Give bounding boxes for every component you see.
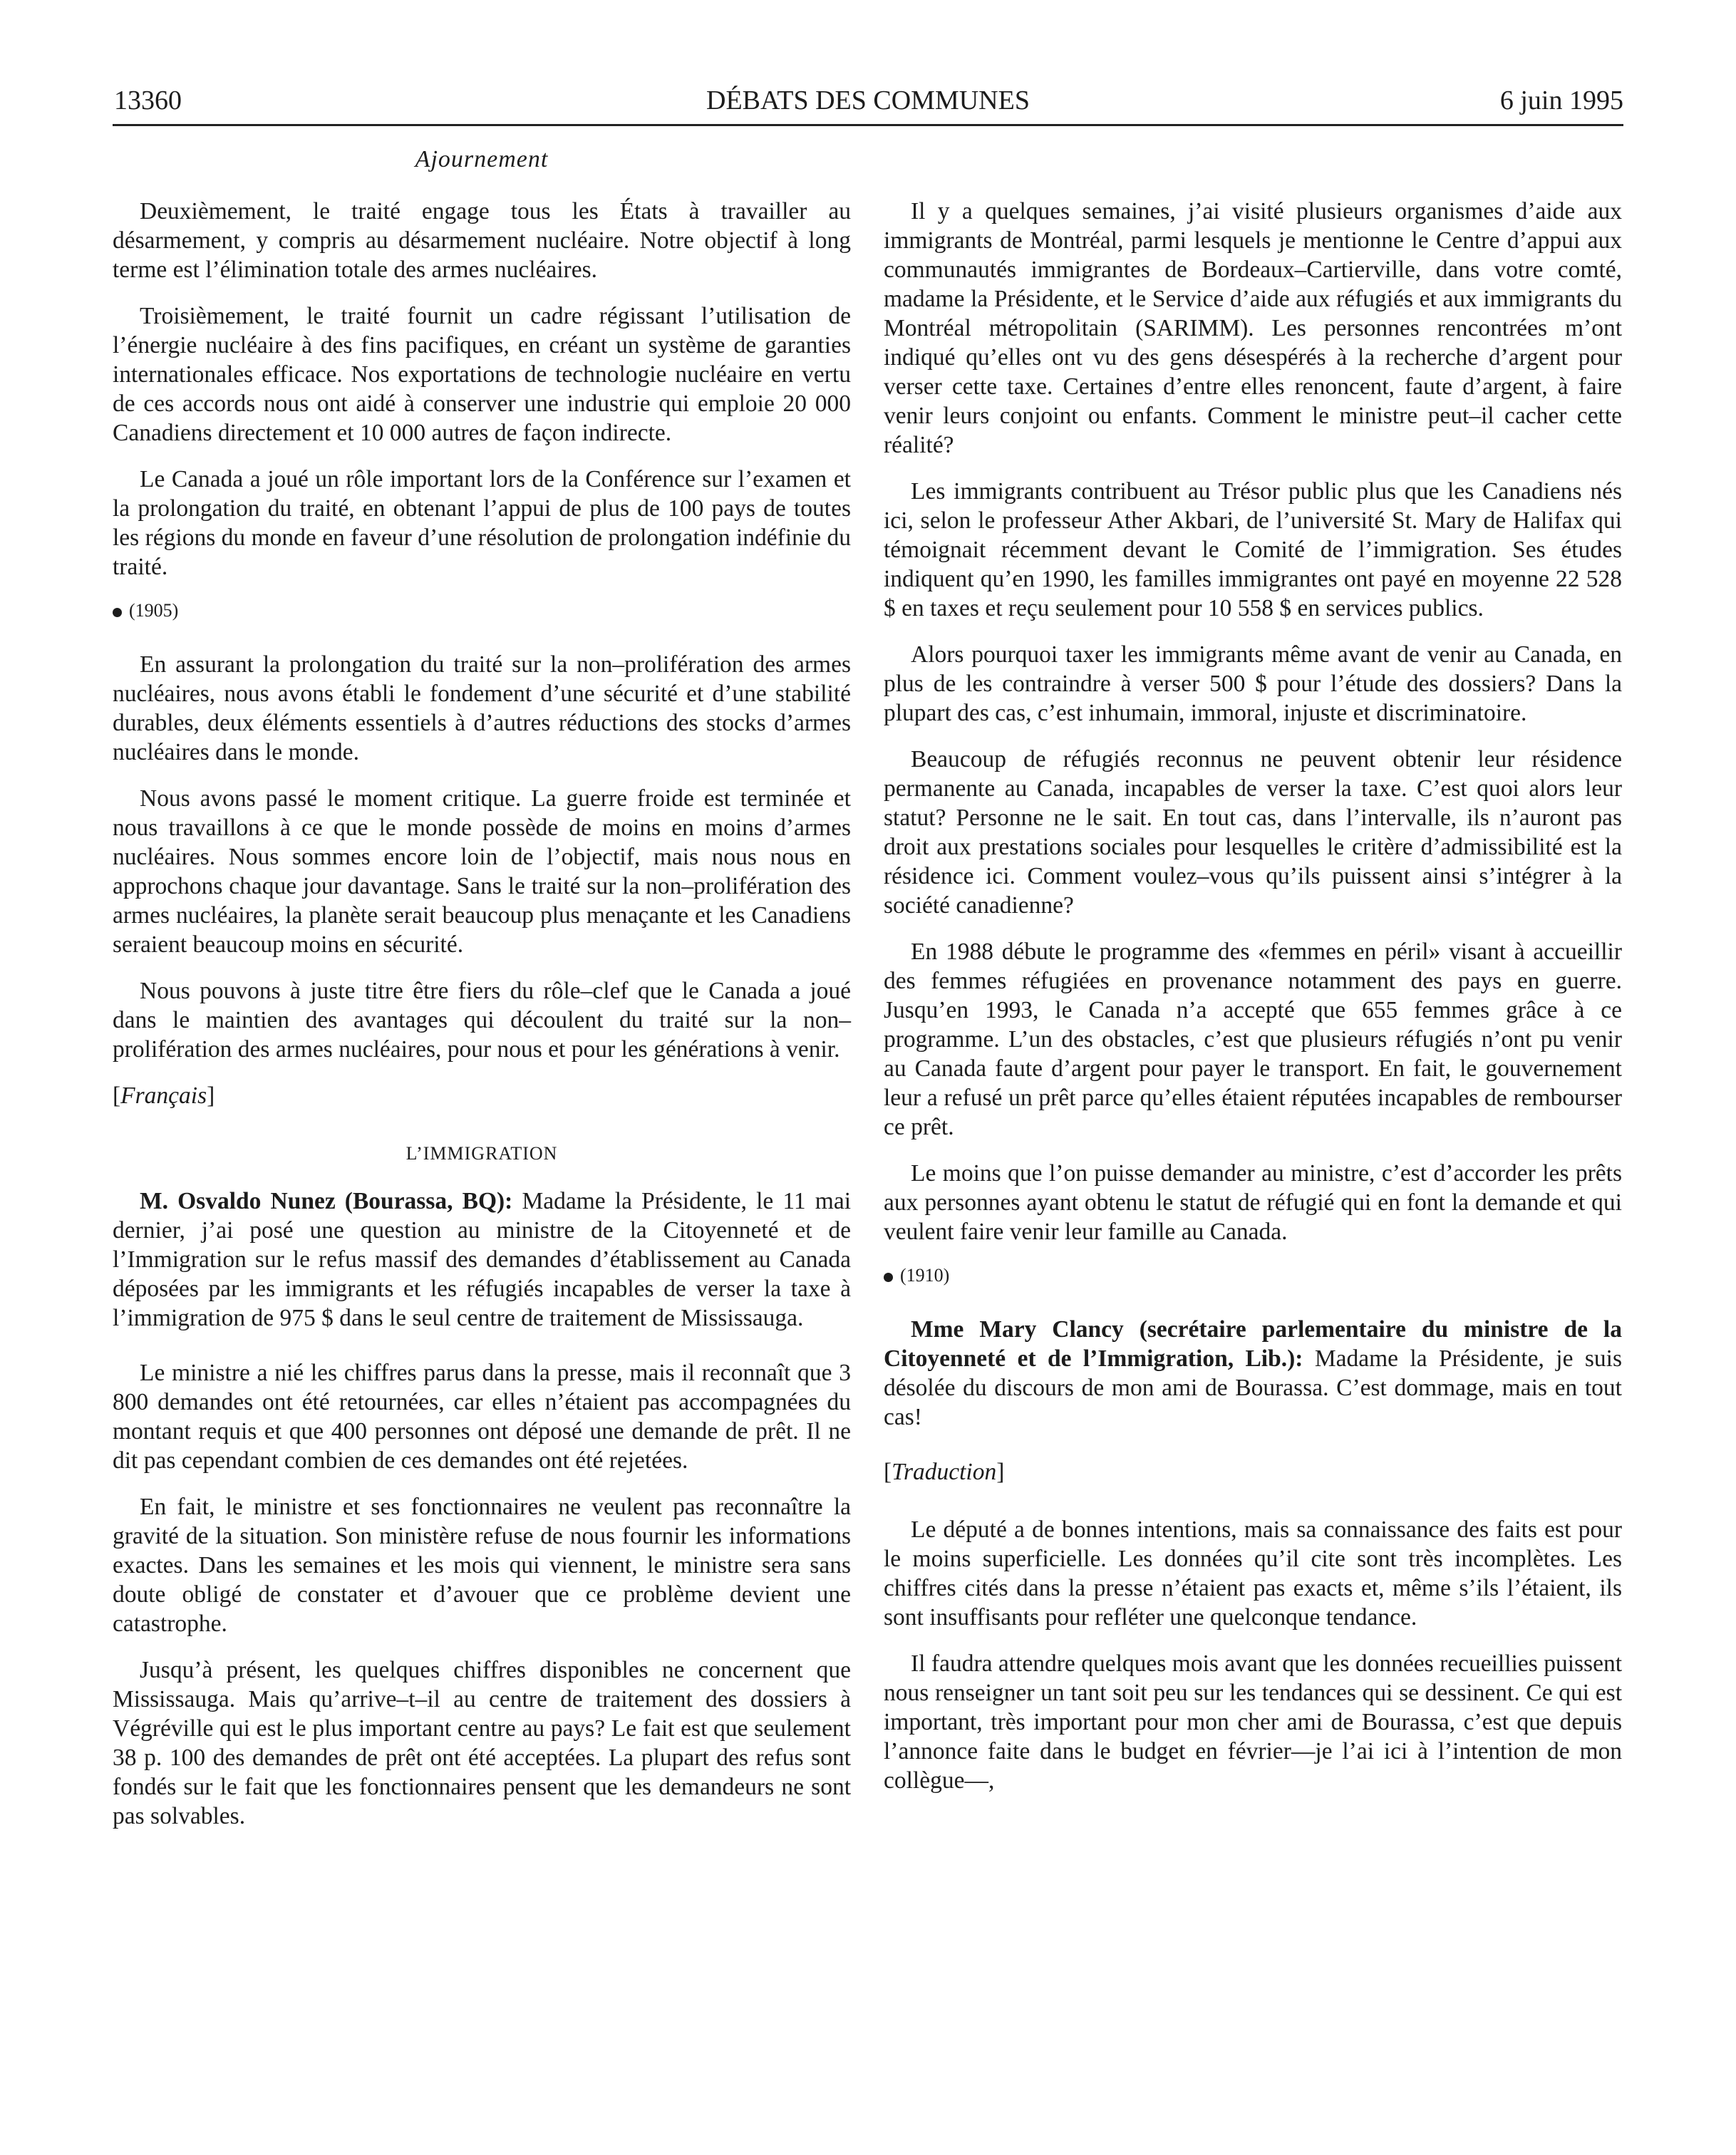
subheading: L’IMMIGRATION	[405, 1143, 558, 1164]
publication-date: 6 juin 1995	[1499, 86, 1623, 115]
language-note-text: Traduction	[892, 1459, 997, 1485]
language-note	[884, 1457, 1622, 1487]
bracket-open: [	[884, 1459, 892, 1485]
time-stamp-text: (1905)	[129, 600, 179, 621]
paragraph: Le Canada a joué un rôle important lors de la Conférence sur l’examen et la prolongation du traité, en obtenant l’appui de plus de 100 pays de toutes les régions du monde en faveur d’une résolution de prolongation indéfinie du traité.	[113, 466, 851, 580]
paragraph: Le député a de bonnes intentions, mais sa connaissance des faits est pour le moins superficielle. Les données qu’il cite sont très incomplètes. Les chiffres cités dans la presse n’étaient pas exacts et, même s’ils l’étaient, ils sont insuffisants pour refléter une quelconque tendance.	[884, 1516, 1622, 1631]
bracket-close: ]	[207, 1082, 215, 1109]
speaker-name: Mme Mary Clancy (secrétaire parlementaire du ministre de la Citoyenneté et de l’Immigration, Lib.):	[884, 1316, 1622, 1372]
paragraph: En assurant la prolongation du traité sur la non–prolifération des armes nucléaires, nous avons établi le fondement d’une sécurité et d’une stabilité durables, deux éléments essentiels à d’autres réductions des stocks d’armes nucléaires dans le monde.	[113, 651, 851, 765]
paragraph: En fait, le ministre et ses fonctionnaires ne veulent pas reconnaître la gravité de la situation. Son ministère refuse de nous fournir les informations exactes. Dans les semaines et les mois qui viennent, le ministre sera sans doute obligé de constater et d’avouer que ce problème devient une catastrophe.	[113, 1494, 851, 1637]
publication-title: DÉBATS DES COMMUNES	[706, 86, 1030, 115]
paragraph: Deuxièmement, le traité engage tous les États à travailler au désarmement, y compris au désarmement nucléaire. Notre objectif à long terme est l’élimination totale des armes nucléaires.	[113, 198, 851, 283]
bracket-close: ]	[996, 1459, 1005, 1485]
right-column	[884, 197, 1622, 1812]
bullet-icon	[884, 1273, 893, 1282]
page-number: 13360	[114, 86, 182, 115]
time-stamp	[884, 1263, 1622, 1288]
language-note-text: Français	[120, 1082, 207, 1109]
running-head	[113, 80, 1623, 121]
header-rule	[113, 124, 1623, 126]
bullet-icon	[113, 608, 122, 617]
paragraph: En 1988 débute le programme des «femmes en péril» visant à accueillir des femmes réfugiées en provenance notamment des pays en guerre. Jusqu’en 1993, le Canada n’a accepté que 655 femmes grâce à ce programme. L’un des obstacles, c’est que plusieurs réfugiés n’ont pu venir au Canada faute d’argent pour payer le transport. En fait, le gouvernement leur a refusé un prêt parce qu’elles étaient réputées incapables de rembourser ce prêt.	[884, 939, 1622, 1140]
paragraph: Nous pouvons à juste titre être fiers du rôle–clef que le Canada a joué dans le maintien des avantages qui découlent du traité sur la non–prolifération des armes nucléaires, pour nous et pour les générations à venir.	[113, 978, 851, 1063]
paragraph: Jusqu’à présent, les quelques chiffres disponibles ne concernent que Mississauga. Mais qu’arrive–t–il au centre de traitement des dossiers à Végréville qui est le plus important centre au pays? Le fait est que seulement 38 p. 100 des demandes de prêt ont été acceptées. La plupart des refus sont fondés sur le fait que les fonctionnaires pensent que les demandeurs ne sont pas solvables.	[113, 1657, 851, 1829]
bracket-open: [	[113, 1082, 121, 1109]
paragraph: Il faudra attendre quelques mois avant que les données recueillies puissent nous renseigner un tant soit peu sur les tendances qui se dessinent. Ce qui est important, très important pour mon cher ami de Bourassa, c’est que depuis l’annonce faite dans le budget en février—je l’ai ici à l’intention de mon collègue—,	[884, 1650, 1622, 1794]
paragraph: Il y a quelques semaines, j’ai visité plusieurs organismes d’aide aux immigrants de Montréal, parmi lesquels je mentionne le Centre d’appui aux communautés immigrantes de Bordeaux–Cartierville, dans votre comté, madame la Présidente, et le Service d’aide aux réfugiés et aux immigrants du Montréal métropolitain (SARIMM). Les personnes rencontrées m’ont indiqué qu’elles ont vu des gens désespérés à la recherche d’argent pour verser cette taxe. Certaines d’entre elles renoncent, faute d’argent, à faire venir leurs conjoint ou enfants. Comment le ministre peut–il cacher cette réalité?	[884, 198, 1622, 458]
time-stamp	[113, 599, 851, 623]
paragraph: Le moins que l’on puisse demander au ministre, c’est d’accorder les prêts aux personnes ayant obtenu le statut de réfugié qui en font la demande et qui veulent faire venir leur famille au Canada.	[884, 1160, 1622, 1245]
speech-paragraph	[884, 1315, 1622, 1432]
paragraph: Les immigrants contribuent au Trésor public plus que les Canadiens nés ici, selon le professeur Ather Akbari, de l’université St. Mary de Halifax qui témoignait récemment devant le Comité de l’immigration. Ses études indiquent qu’en 1990, les familles immigrantes ont payé en moyenne 22 528 $ en taxes et reçu seulement pour 10 558 $ en services publics.	[884, 478, 1622, 621]
section-title: Ajournement	[415, 146, 549, 172]
paragraph: Nous avons passé le moment critique. La guerre froide est terminée et nous travaillons à ce que le monde possède de moins en moins d’armes nucléaires. Nous sommes encore loin de l’objectif, mais nous nous en approchons chaque jour davantage. Sans le traité sur la non–prolifération des armes nucléaires, la planète serait beaucoup plus menaçante et les Canadiens seraient beaucoup moins en sécurité.	[113, 785, 851, 958]
speech-text: Madame la Présidente, je suis désolée du discours de mon ami de Bourassa. C’est dommage, mais en tout cas!	[884, 1345, 1622, 1430]
speech-paragraph	[113, 1187, 851, 1333]
paragraph: Le ministre a nié les chiffres parus dans la presse, mais il reconnaît que 3 800 demandes ont été retournées, car elles n’étaient pas accompagnées du montant requis et que 400 personnes ont déposé une demande de prêt. Il ne dit pas cependant combien de ces demandes ont été rejetées.	[113, 1360, 851, 1474]
paragraph: Troisièmement, le traité fournit un cadre régissant l’utilisation de l’énergie nucléaire à des fins pacifiques, en créant un système de garanties internationales efficace. Nos exportations de technologie nucléaire en vertu de ces accords nous ont aidé à conserver une industrie qui emploie 20 000 Canadiens directement et 10 000 autres de façon indirecte.	[113, 303, 851, 446]
time-stamp-text: (1910)	[900, 1265, 950, 1286]
speaker-name: M. Osvaldo Nunez (Bourassa, BQ):	[140, 1188, 513, 1214]
paragraph: Alors pourquoi taxer les immigrants même avant de venir au Canada, en plus de les contraindre à verser 500 $ pour l’étude des dossiers? Dans la plupart des cas, c’est inhumain, immoral, injuste et discriminatoire.	[884, 641, 1622, 726]
left-column	[113, 197, 851, 1848]
language-note	[113, 1081, 851, 1110]
paragraph: Beaucoup de réfugiés reconnus ne peuvent obtenir leur résidence permanente au Canada, incapables de verser la taxe. C’est quoi alors leur statut? Personne ne le sait. En tout cas, dans l’intervalle, ils n’auront pas droit aux prestations sociales pour lesquelles le critère d’admissibilité est la résidence ici. Comment voulez–vous qu’ils puissent ainsi s’intégrer à la société canadienne?	[884, 746, 1622, 919]
speech-text: Madame la Présidente, le 11 mai dernier, j’ai posé une question au ministre de la Citoyenneté et de l’Immigration sur le refus massif des demandes d’établissement au Canada déposées par les immigrants et les réfugiés incapables de verser la taxe à l’immigration de 975 $ dans le seul centre de traitement de Mississauga.	[113, 1188, 852, 1331]
